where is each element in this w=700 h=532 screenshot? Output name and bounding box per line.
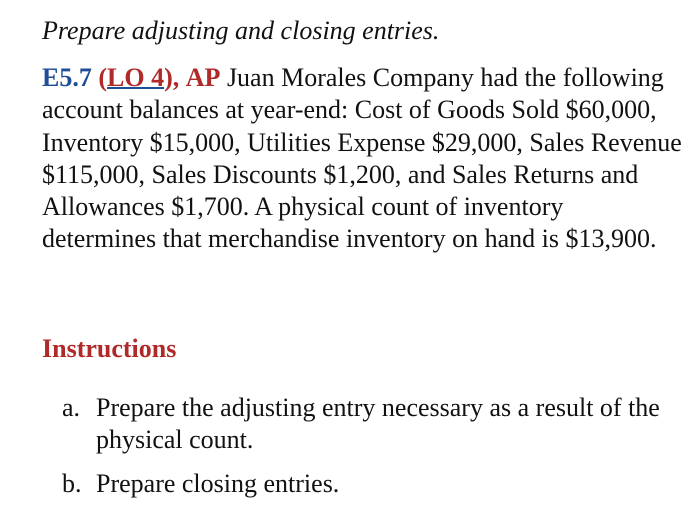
learning-objective-link[interactable]: LO 4 <box>107 63 165 92</box>
instruction-text: Prepare the adjusting entry necessary as a result of the physical count. <box>96 393 660 454</box>
ap-tag: AP <box>185 63 221 92</box>
problem-text: Juan Morales Company had the following account balances at year-end: Cost of Goods Sold $60,000, Inventory $15,000, Utilities Expense $29,000, Sales Revenue $115,000, Sales Discounts $1,200, and Sales Returns and Allowances $1,700. A physical count of inventory determines that merchandise inventory on hand is $13,900. <box>42 63 682 254</box>
exercise-problem <box>42 62 682 256</box>
exercise-number: E5.7 <box>42 63 92 92</box>
instruction-text: Prepare closing entries. <box>96 469 340 498</box>
page-heading: Prepare adjusting and closing entries. <box>42 16 440 45</box>
instruction-letter: b. <box>62 469 82 498</box>
instruction-item-a <box>62 392 672 456</box>
instructions-title: Instructions <box>42 334 177 363</box>
learning-objective: (LO 4), <box>98 63 180 92</box>
instruction-letter: a. <box>62 393 81 422</box>
instruction-item-b <box>62 468 672 500</box>
